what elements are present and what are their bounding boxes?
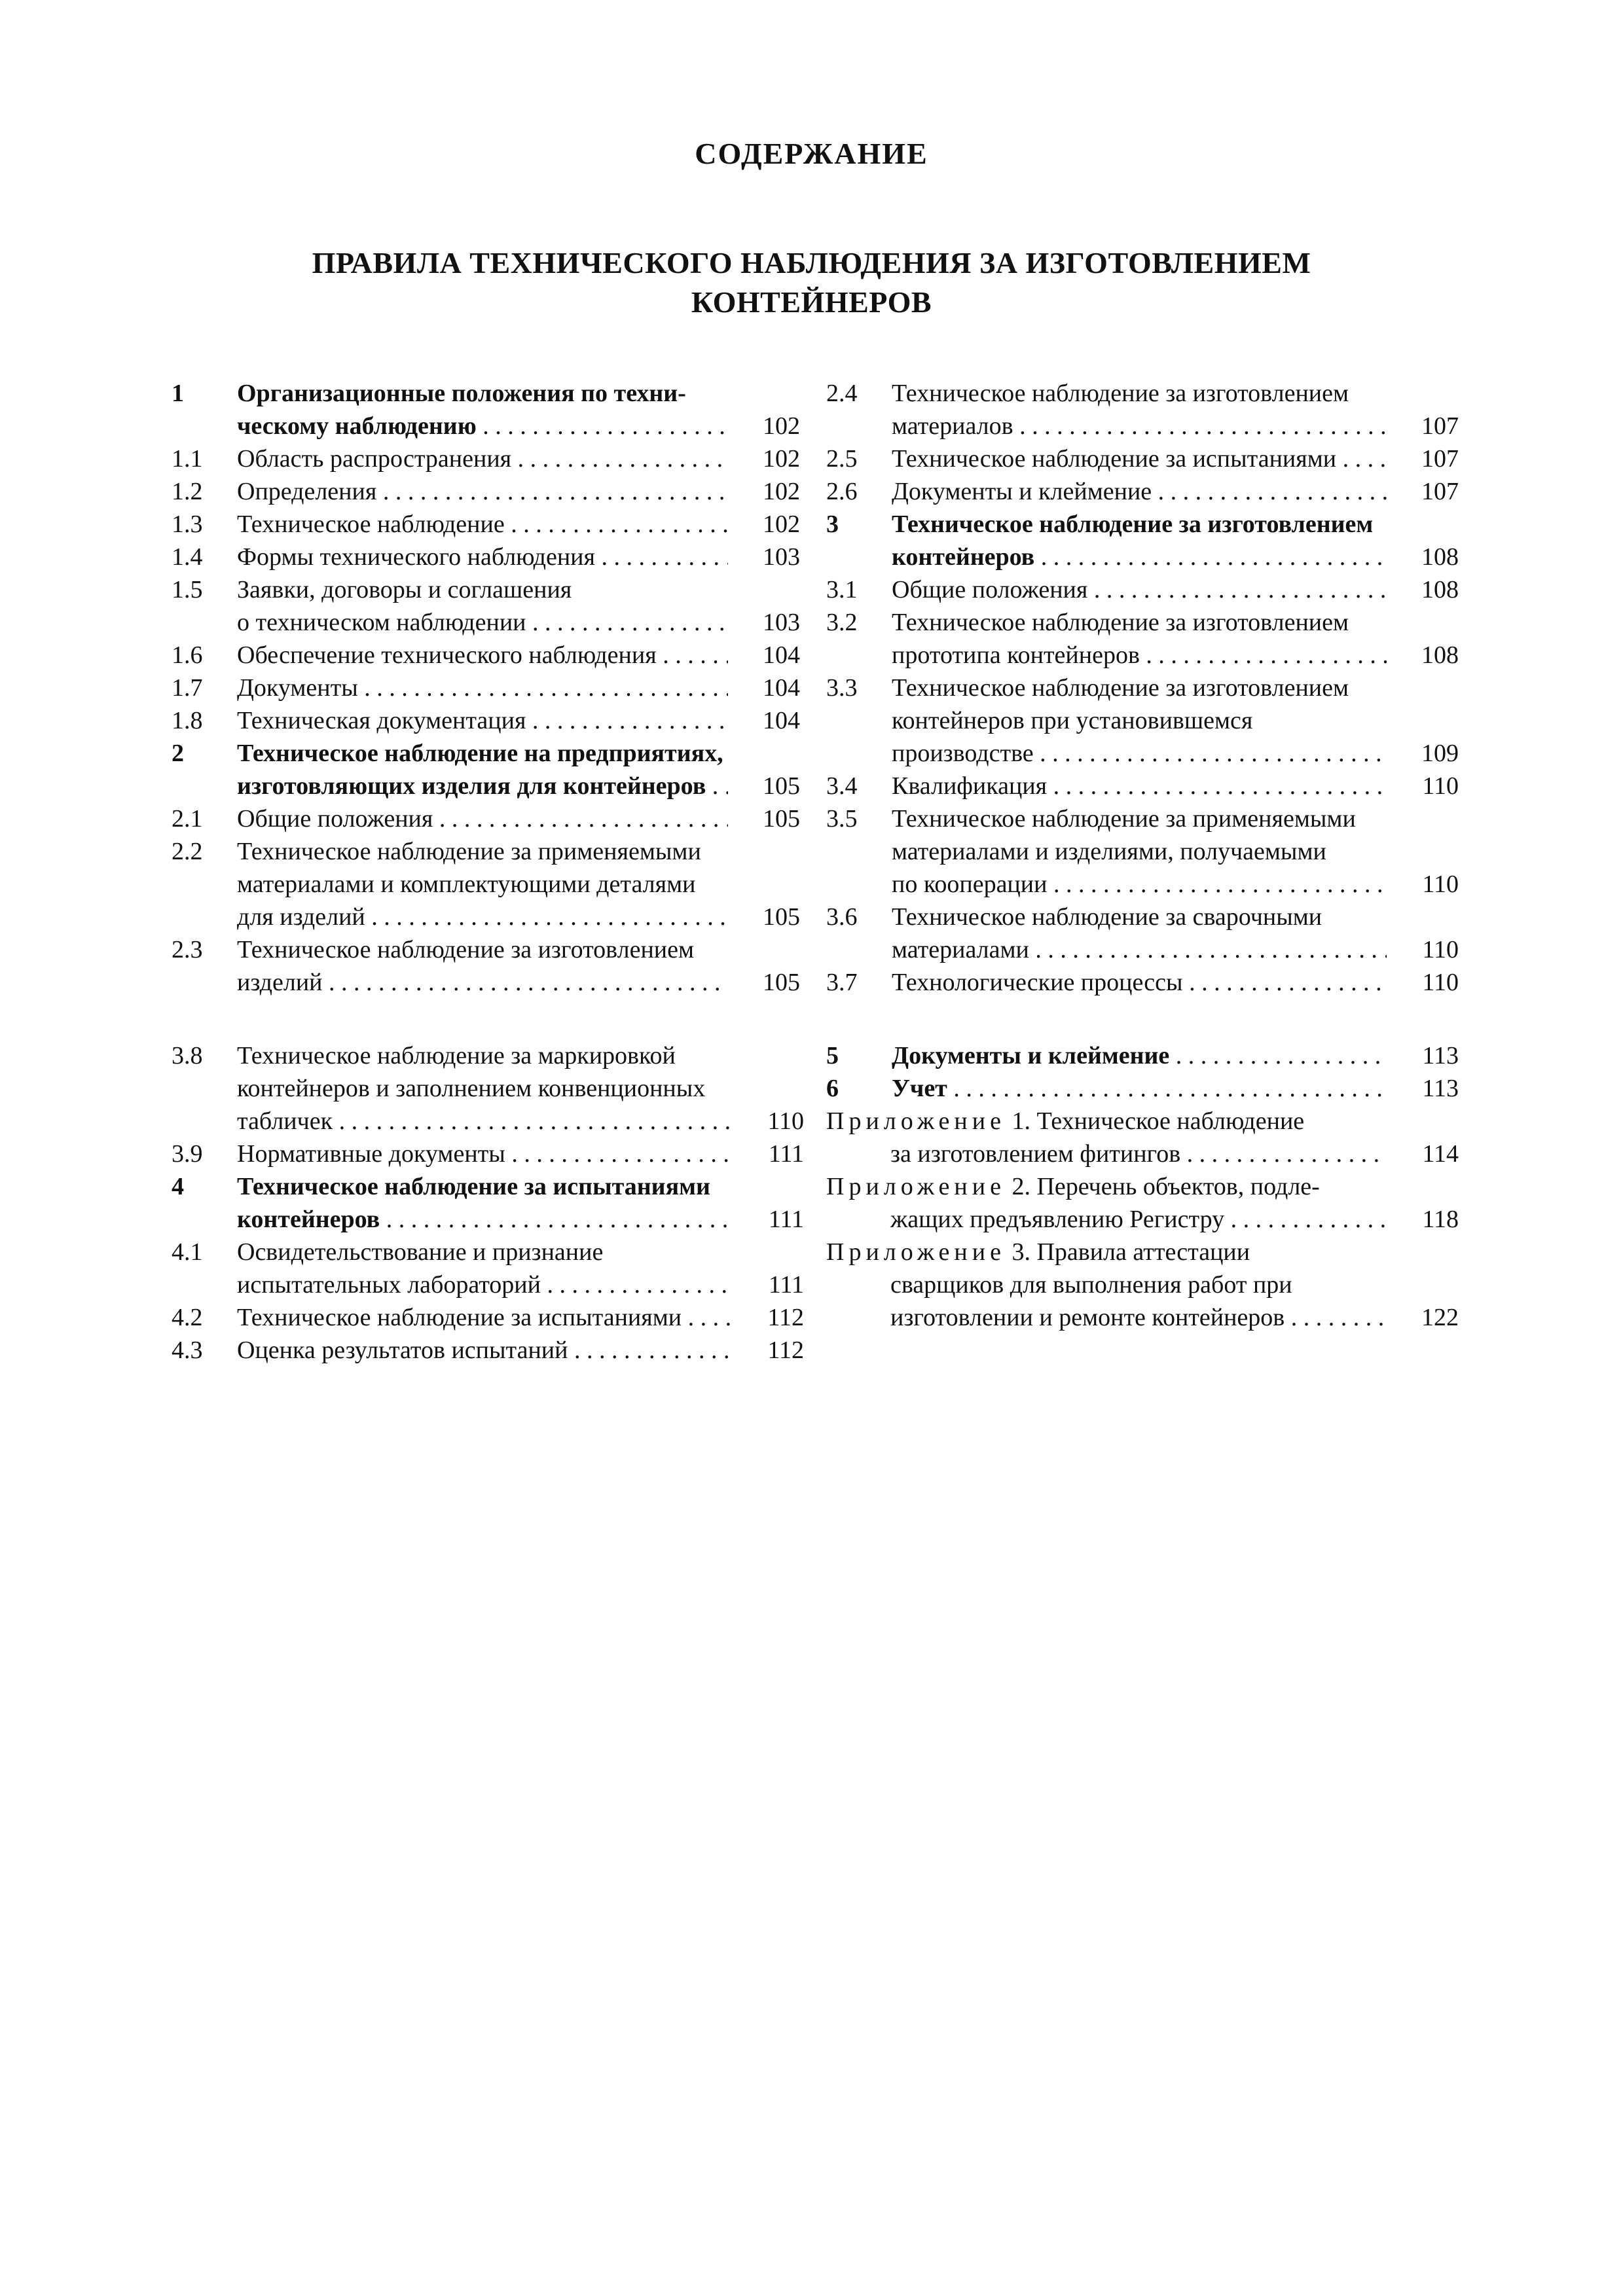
toc-entry-page: 104 [735,672,800,704]
toc-appendix-entry [826,1236,1459,1334]
toc-entry-title: прототипа контейнеров . . . [892,639,1387,672]
toc-entry-number: 2.3 [172,936,203,963]
toc-appendix-label: Приложение [826,1107,1006,1135]
toc-appendix-first-line [826,1105,1387,1138]
toc-column-top-right [826,377,1459,999]
toc-entry-number: 3.7 [826,969,858,996]
toc-entry-title: испытательных лабораторий . . . [237,1268,732,1301]
toc-entry-page: 107 [1393,410,1459,442]
toc-entry-title: Техническое наблюдение за применяемыми [892,805,1356,833]
toc-entry-number: 3.2 [826,609,858,636]
toc-entry [172,541,800,573]
toc-entry-number: 3 [826,511,839,538]
toc-entry-page: 114 [1393,1138,1459,1170]
toc-entry-page: 110 [1393,868,1459,901]
toc-entry-title: Область распространения . . . [237,442,728,475]
toc-entry-title: Обеспечение технического наблюдения . . . [237,639,728,672]
toc-entry-page: 118 [1393,1203,1459,1236]
toc-entry-number: 2.6 [826,478,858,505]
toc-entry-title: по кооперации . . . [892,868,1387,901]
toc-appendix-title: 2. Перечень объектов, подле- [1005,1173,1320,1200]
toc-entry-number: 4.2 [172,1304,203,1331]
toc-entry-title: Техническое наблюдение за испытаниями [237,1173,710,1200]
toc-appendix-entry [826,1105,1459,1170]
toc-entry-page: 105 [735,770,800,802]
toc-entry-page: 107 [1393,475,1459,508]
toc-entry-title: Освидетельствование и признание [237,1238,604,1266]
toc-entry [172,639,800,672]
toc-entry-page: 112 [739,1334,804,1367]
toc-entry-title: Заявки, договоры и соглашения [237,576,572,603]
toc-entry-title: Техническое наблюдение за применяемыми [237,838,701,865]
toc-entry-title: ческому наблюдению . . . [237,410,728,442]
toc-entry [172,1138,804,1170]
toc-entry [826,1039,1459,1072]
toc-entry [172,573,800,639]
toc-entry-number: 3.5 [826,805,858,833]
toc-entry-number: 3.4 [826,772,858,800]
toc-entry [826,508,1459,573]
toc-entry-page: 108 [1393,573,1459,606]
toc-entry [172,704,800,737]
toc-entry-number: 1.3 [172,511,203,538]
toc-entry-page: 111 [739,1268,804,1301]
toc-entry-page: 107 [1393,442,1459,475]
toc-entry-number: 4.1 [172,1238,203,1266]
toc-entry-number: 2.5 [826,445,858,473]
toc-entry-number: 4 [172,1173,184,1200]
toc-entry-title: Техническое наблюдение за изготовлением [892,609,1349,636]
toc-entry-page: 105 [735,901,800,933]
toc-entry-number: 5 [826,1042,839,1069]
toc-appendix-title-cont: сварщиков для выполнения работ при [890,1271,1292,1299]
toc-entry-title: Документы . . . [237,672,728,704]
toc-entry-page: 108 [1393,639,1459,672]
toc-entry-number: 2.1 [172,805,203,833]
toc-entry [172,1301,804,1334]
toc-appendices [826,1105,1459,1334]
toc-entry-title: Техническое наблюдение на предприятиях, [237,740,723,767]
toc-entry [826,1072,1459,1105]
toc-entry [172,672,800,704]
toc-entry [172,933,800,999]
toc-entry-number: 2.4 [826,380,858,407]
toc-entry-title: контейнеров . . . [237,1203,732,1236]
toc-entry-title: табличек . . . [237,1105,732,1138]
toc-entry [826,672,1459,770]
toc-column-bottom-left [172,1039,804,1367]
toc-entry [172,475,800,508]
toc-entry-title: Организационные положения по техни- [237,380,686,407]
toc-entry-title: Общие положения . . . [237,802,728,835]
toc-entry-title: Техническое наблюдение за изготовлением [237,936,695,963]
toc-entry [826,573,1459,606]
rules-title-line1: ПРАВИЛА ТЕХНИЧЕСКОГО НАБЛЮДЕНИЯ ЗА ИЗГОТОВЛЕНИЕМ [312,246,1311,279]
rules-title [0,243,1623,322]
toc-entry [172,835,800,933]
toc-entry [826,901,1459,966]
toc-entry-number: 1 [172,380,184,407]
toc-entry-page: 110 [1393,933,1459,966]
toc-entry [826,966,1459,999]
toc-entry-title: Техническое наблюдение за изготовлением [892,511,1374,538]
toc-entry-page: 113 [1393,1039,1459,1072]
toc-appendix-title-cont: изготовлении и ремонте контейнеров . . . [826,1301,1387,1334]
toc-appendix-title-cont: жащих предъявлению Регистру . . . [826,1203,1387,1236]
toc-entry-title: контейнеров . . . [892,541,1387,573]
toc-entry-number: 1.1 [172,445,203,473]
toc-entry [826,802,1459,901]
toc-entry [172,737,800,802]
toc-entry [172,1236,804,1301]
toc-entry [826,606,1459,672]
toc-entry-page: 108 [1393,541,1459,573]
toc-appendix-label: Приложение [826,1238,1006,1266]
toc-entry-page: 110 [1393,770,1459,802]
toc-entry-title: материалами и изделиями, получаемыми [892,838,1326,865]
toc-appendix-first-line [826,1170,1387,1203]
toc-appendix-label: Приложение [826,1173,1006,1200]
toc-entry-title: материалов . . . [892,410,1387,442]
toc-entry-title: Техническое наблюдение за испытаниями . . . [237,1301,732,1334]
toc-entry-number: 6 [826,1075,839,1102]
toc-entry-title: изготовляющих изделия для контейнеров . . . [237,770,728,802]
toc-entry-page: 110 [1393,966,1459,999]
toc-entry-page: 110 [739,1105,804,1138]
toc-entry-page: 105 [735,966,800,999]
toc-entry-number: 1.6 [172,641,203,669]
toc-entry-title: Техническое наблюдение за сварочными [892,903,1322,931]
toc-entry-title: контейнеров при установившемся [892,707,1253,734]
toc-entry-number: 3.6 [826,903,858,931]
page-title: СОДЕРЖАНИЕ [695,137,928,170]
toc-entry-page: 102 [735,475,800,508]
toc-entry-title: Техническая документация . . . [237,704,728,737]
toc-entry-title: Технологические процессы . . . [892,966,1387,999]
toc-entry-page: 103 [735,541,800,573]
toc-entry-number: 3.8 [172,1042,203,1069]
toc-entry [172,1334,804,1367]
toc-appendix-title: 1. Техническое наблюдение [1005,1107,1305,1135]
toc-entry-title: Определения . . . [237,475,728,508]
toc-entry [826,377,1459,442]
toc-entry-page: 113 [1393,1072,1459,1105]
toc-appendix-title-cont: за изготовлением фитингов . . . [826,1138,1387,1170]
toc-entry-number: 3.3 [826,674,858,702]
toc-entry-title: Учет . . . [892,1072,1387,1105]
toc-entry-number: 1.7 [172,674,203,702]
toc-entry-title: для изделий . . . [237,901,728,933]
toc-entry-page: 104 [735,639,800,672]
toc-entry [172,1039,804,1138]
toc-entry-number: 3.9 [172,1140,203,1168]
toc-entry-title: Документы и клеймение . . . [892,1039,1387,1072]
rules-title-line2: КОНТЕЙНЕРОВ [691,285,932,319]
toc-entry-title: Квалификация . . . [892,770,1387,802]
toc-entry-page: 109 [1393,737,1459,770]
toc-entry-title: материалами и комплектующими деталями [237,870,696,898]
toc-appendix-title: 3. Правила аттестации [1005,1238,1250,1266]
toc-entry-page: 102 [735,508,800,541]
toc-entry-number: 2.2 [172,838,203,865]
toc-entry-title: Нормативные документы . . . [237,1138,732,1170]
toc-entry-page: 111 [739,1203,804,1236]
toc-entry-page: 105 [735,802,800,835]
toc-entry-title: Техническое наблюдение . . . [237,508,728,541]
toc-entry-number: 1.4 [172,543,203,571]
toc-entry-title: изделий . . . [237,966,728,999]
toc-entry [826,442,1459,475]
toc-entry-title: Документы и клеймение . . . [892,475,1387,508]
toc-entry-title: Общие положения . . . [892,573,1387,606]
toc-entry-number: 3.1 [826,576,858,603]
toc-entry-page: 103 [735,606,800,639]
toc-column-top-left [172,377,800,999]
toc-entry-title: контейнеров и заполнением конвенционных [237,1075,706,1102]
toc-entry-page: 102 [735,410,800,442]
toc-entry-number: 1.2 [172,478,203,505]
toc-entry-title: о техническом наблюдении . . . [237,606,728,639]
toc-entry-page: 111 [739,1138,804,1170]
toc-entry-number: 2 [172,740,184,767]
toc-entry-number: 1.5 [172,576,203,603]
toc-entry-page: 102 [735,442,800,475]
toc-entry [172,442,800,475]
toc-column-bottom-right [826,1039,1459,1334]
toc-entry-title: материалами . . . [892,933,1387,966]
toc-entry-page: 104 [735,704,800,737]
toc-entry-title: Техническое наблюдение за изготовлением [892,380,1349,407]
toc-entry [172,802,800,835]
toc-entry [826,770,1459,802]
toc-entry [172,508,800,541]
toc-entry-title: Техническое наблюдение за изготовлением [892,674,1349,702]
toc-entry [172,1170,804,1236]
toc-entry-title: Техническое наблюдение за маркировкой [237,1042,676,1069]
toc-entry-title: Техническое наблюдение за испытаниями . . . [892,442,1387,475]
toc-entry-title: Оценка результатов испытаний . . . [237,1334,732,1367]
toc-main-entries [826,1039,1459,1105]
toc-entry-page: 122 [1393,1301,1459,1334]
toc-entry-number: 4.3 [172,1336,203,1364]
toc-entry-title: Формы технического наблюдения . . . [237,541,728,573]
toc-entry [826,475,1459,508]
toc-entry-number: 1.8 [172,707,203,734]
toc-appendix-entry [826,1170,1459,1236]
toc-entry-page: 112 [739,1301,804,1334]
toc-appendix-first-line [826,1236,1387,1268]
toc-entry [172,377,800,442]
toc-entry-title: производстве . . . [892,737,1387,770]
